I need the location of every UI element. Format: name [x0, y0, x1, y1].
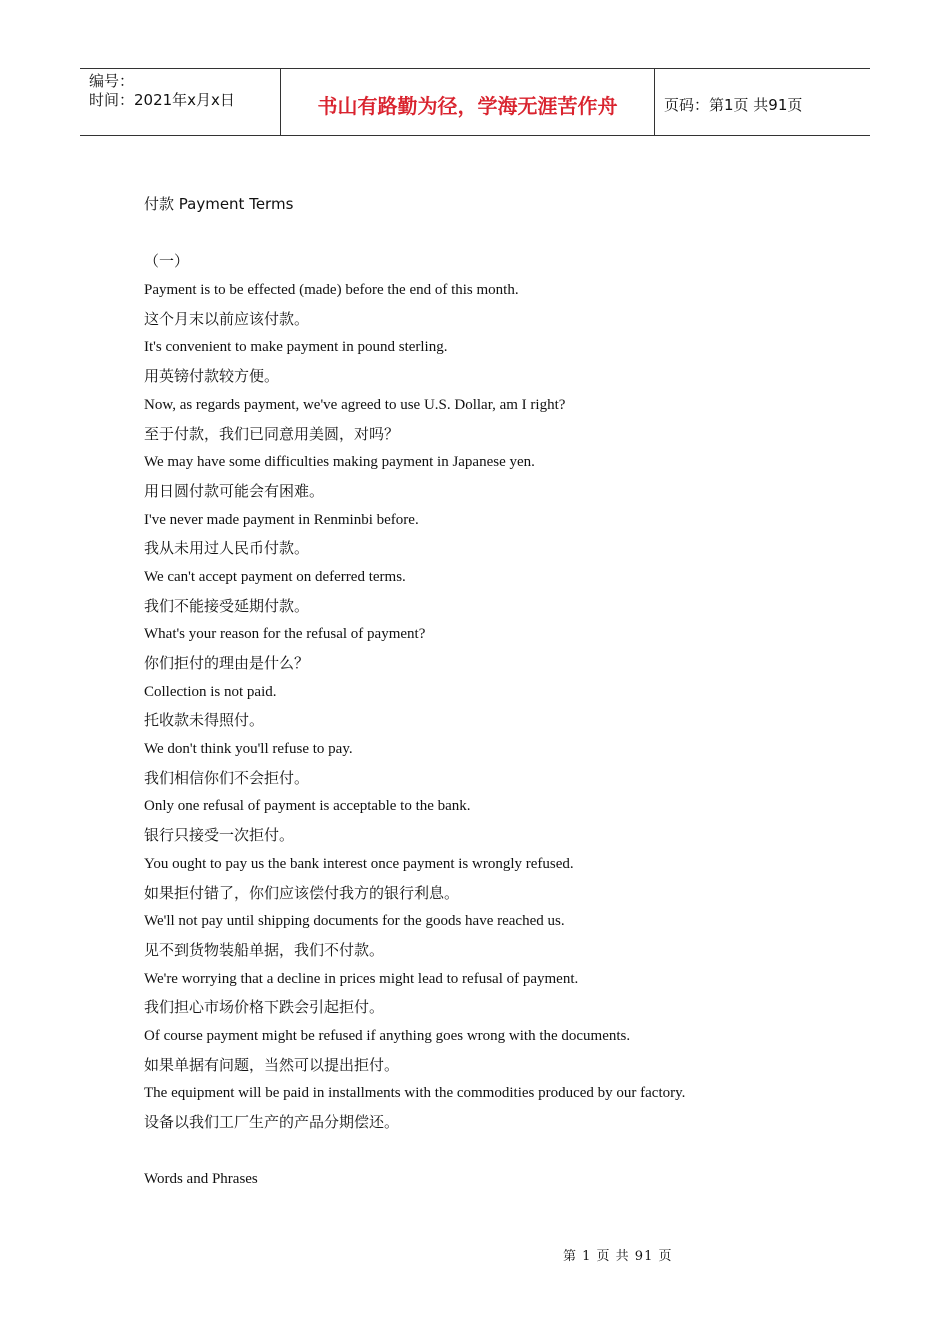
sentence-english: Of course payment might be refused if anything goes wrong with the documents.	[144, 1027, 631, 1044]
sentence-english: Only one refusal of payment is acceptable to the bank.	[144, 798, 471, 815]
sentence-chinese: 我们不能接受延期付款。	[144, 596, 310, 615]
sentence-english: Collection is not paid.	[144, 683, 277, 700]
sentence-chinese: 至于付款，我们已同意用美圆，对吗？	[144, 424, 400, 443]
sentence-list	[144, 276, 844, 1137]
sentence-english: It's convenient to make payment in pound sterling.	[144, 339, 448, 356]
sentence-chinese: 我从未用过人民币付款。	[144, 539, 310, 558]
page-footer: 第 1 页 共 91 页	[563, 1249, 673, 1264]
sentence-chinese: 这个月末以前应该付款。	[144, 309, 310, 328]
document-number-label: 编号：	[89, 72, 135, 90]
sentence-english: What's your reason for the refusal of payment?	[144, 626, 426, 643]
spacer	[144, 1137, 844, 1166]
sentence-english: We can't accept payment on deferred terms.	[144, 568, 406, 585]
sentence-chinese: 如果单据有问题，当然可以提出拒付。	[144, 1055, 400, 1074]
header-page-label: 页码：第1页 共91页	[664, 95, 803, 114]
sentence-chinese: 如果拒付错了，你们应该偿付我方的银行利息。	[144, 883, 460, 902]
header-motto: 书山有路勤为径，学海无涯苦作舟	[281, 69, 655, 135]
sentence-chinese: 用日圆付款可能会有困难。	[144, 481, 325, 500]
document-date-label: 时间：2021年x月x日	[89, 91, 235, 109]
sentence-english: We don't think you'll refuse to pay.	[144, 741, 353, 758]
spacer	[144, 219, 844, 248]
sentence-chinese: 托收款未得照付。	[144, 711, 265, 730]
sentence-chinese: 用英镑付款较方便。	[144, 367, 280, 386]
document-title: 付款 Payment Terms	[144, 195, 294, 213]
sentence-english: We may have some difficulties making payment in Japanese yen.	[144, 454, 535, 471]
sentence-chinese: 我们相信你们不会拒付。	[144, 768, 310, 787]
sentence-chinese: 设备以我们工厂生产的产品分期偿还。	[144, 1113, 400, 1131]
sentence-chinese: 银行只接受一次拒付。	[144, 826, 295, 845]
sentence-chinese: 见不到货物装船单据，我们不付款。	[144, 940, 385, 959]
section-label: （一）	[144, 252, 190, 271]
words-phrases-heading: Words and Phrases	[144, 1171, 258, 1188]
sentence-english: We're worrying that a decline in prices might lead to refusal of payment.	[144, 970, 579, 987]
sentence-english: I've never made payment in Renminbi before.	[144, 511, 419, 528]
page-header	[80, 68, 870, 136]
sentence-chinese: 你们拒付的理由是什么？	[144, 654, 310, 672]
sentence-english: Now, as regards payment, we've agreed to use U.S. Dollar, am I right?	[144, 396, 566, 413]
sentence-english: We'll not pay until shipping documents for the goods have reached us.	[144, 913, 565, 930]
sentence-english: The equipment will be paid in installments with the commodities produced by our factory.	[144, 1085, 686, 1102]
header-meta-cell	[80, 69, 281, 135]
sentence-english: Payment is to be effected (made) before the end of this month.	[144, 282, 519, 299]
document-body	[144, 190, 844, 1194]
sentence-english: You ought to pay us the bank interest once payment is wrongly refused.	[144, 855, 574, 872]
sentence-chinese: 我们担心市场价格下跌会引起拒付。	[144, 998, 385, 1017]
